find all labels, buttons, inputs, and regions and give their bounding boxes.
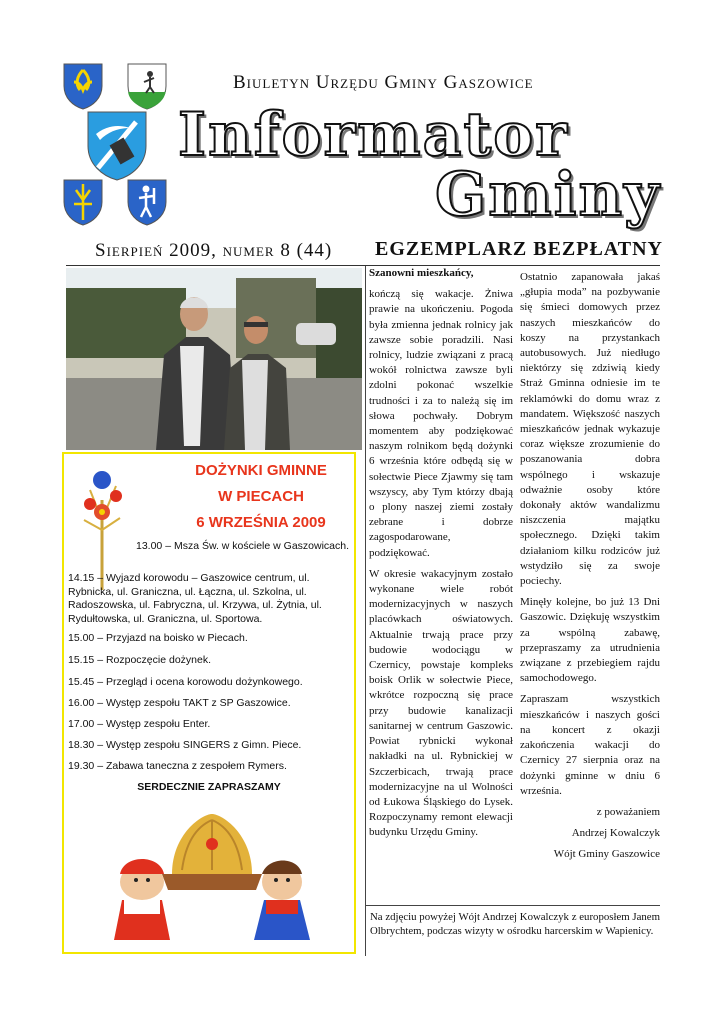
- column-divider: [365, 266, 366, 956]
- letter-column-1: [369, 266, 513, 847]
- photo-officials: [66, 268, 362, 450]
- event-item: 19.30 – Zabawa taneczna z zespołem Rymers.: [68, 760, 287, 772]
- crest-top-left: [62, 62, 104, 110]
- masthead-informator: Informator: [178, 100, 569, 170]
- event-closing: SERDECZNIE ZAPRASZAMY: [137, 781, 281, 793]
- letter-column-2: [520, 270, 660, 869]
- crest-center: [86, 110, 148, 182]
- event-item: 18.30 – Występ zespołu SINGERS z Gimn. Piece.: [68, 739, 302, 751]
- signature-name: Andrzej Kowalczyk: [571, 827, 660, 840]
- letter-closing: z poważaniem: [596, 805, 660, 818]
- crest-bottom-left: [62, 178, 104, 226]
- event-item: 15.15 – Rozpoczęcie dożynek.: [68, 654, 212, 666]
- photo-caption: Na zdjęciu powyżej Wójt Andrzej Kowalczyk z europosłem Janem Olbrychtem, podczas wizyty w ośrodku harcerskim w Wapienicy.: [370, 911, 660, 937]
- letter-paragraph: W okresie wakacyjnym zostało wykonane wiele robót modernizacyjnych w naszych placówkach oświatowych. Aktualnie trwają prace przy budowie wodociągu w Czernicy, powstaje kompleks boisk Orlik w sołectwie Piece, wkrótce rozpoczną się prace przy budowie kanalizacji sanitarnej w centrum Gaszowic. Powiat rybnicki wykonał nakładki na ul. Rybnickiej w Szczerbicach, trwają prace modernizacyjne na ul Wolności od Łukowa Śląskiego do Lysek. Rozpoczynamy remont elewacji budynku Urzędu Gminy.: [369, 567, 513, 839]
- letter-paragraph: Ostatnio zapanowała jakaś „głupia moda” na pozbywanie się śmieci domowych przez naszych mieszkańców do koszy na przystankach autobusowych. Już niedługo niektórzy się zdziwią kiedy Straż Gminna odniesie im te reklamówki do domu wraz z mandatem. Większość naszych mieszkańców jednak wykazuje coraz większe zrozumienie do poszanowania dobra wspólnego i wskazuje odważnie osoby które dokonały aktów wandalizmu niszczenia majątku społecznego. Dzięki takim działaniom kilku rodziców już wstydziło się za swoje pociechy.: [520, 271, 660, 588]
- signature-title: Wójt Gminy Gaszowice: [553, 848, 660, 861]
- masthead-gminy: Gminy: [435, 160, 662, 230]
- event-item: 15.00 – Przyjazd na boisko w Piecach.: [68, 632, 248, 644]
- biuletyn-title: Biuletyn Urzędu Gminy Gaszowice: [233, 72, 534, 93]
- event-item: 16.00 – Występ zespołu TAKT z SP Gaszowice.: [68, 697, 291, 709]
- harvest-illustration: [102, 804, 322, 949]
- event-box: [62, 452, 356, 954]
- event-item: 17.00 – Występ zespołu Enter.: [68, 718, 211, 730]
- free-copy-label: EGZEMPLARZ BEZPŁATNY: [375, 238, 663, 260]
- event-item: 14.15 – Wyjazd korowodu – Gaszowice centrum, ul. Rybnicka, ul. Graniczna, ul. Łączna, ul. Szkolna, ul. Radoszowska, ul. Fabryczna, ul. Krzywa, ul. Żytnia, ul. Rydułtowska, ul. Graniczna, ul. Sportowa.: [68, 572, 322, 625]
- issue-date: Sierpień 2009, numer 8 (44): [95, 240, 333, 261]
- header-divider: [66, 265, 660, 266]
- letter-paragraph: kończą się wakacje. Żniwa prawie na ukończeniu. Pogoda była zmienna jednak rolnicy jak zawsze sobie poradzili. Nasi rolnicy, ludzie związani z pracą wokół rolnictwa zawsze byli zdolni pokonać wszelkie trudności i za to należą się im słowa pochwały. Dobrym momentem aby podziękować naszym rolnikom będą dożynki 6 września które odbędą się w sołectwie Piece Zjawmy się tam wszyscy, aby Tym którzy dbają o plony naszej ziemi zostały zebrane i dobrze zagospodarowane, podziękować.: [369, 288, 513, 559]
- event-item: 15.45 – Przegląd i ocena korowodu dożynkowego.: [68, 676, 303, 688]
- event-title-1: DOŻYNKI GMINNE: [195, 462, 327, 479]
- letter-paragraph: Minęły kolejne, bo już 13 Dni Gaszowic. Dziękuję wszystkim za wspólną zabawę, przepraszamy za utrudnienia związane z przebiegiem rajdu samochodowego.: [520, 596, 660, 685]
- crest-bottom-right: [126, 178, 168, 226]
- letter-greeting: Szanowni mieszkańcy,: [369, 267, 474, 279]
- event-title-3: 6 WRZEŚNIA 2009: [196, 514, 326, 531]
- crest-top-right: [126, 62, 168, 110]
- letter-paragraph: Zapraszam wszystkich mieszkańców i naszych gości na koncert z okazji zakończenia wakacji do Czernicy 27 sierpnia oraz na dożynki gminne w dniu 6 września.: [520, 693, 660, 797]
- event-item: 13.00 – Msza Św. w kościele w Gaszowicach.: [136, 540, 350, 552]
- caption-divider: [366, 905, 660, 906]
- event-title-2: W PIECACH: [218, 488, 304, 505]
